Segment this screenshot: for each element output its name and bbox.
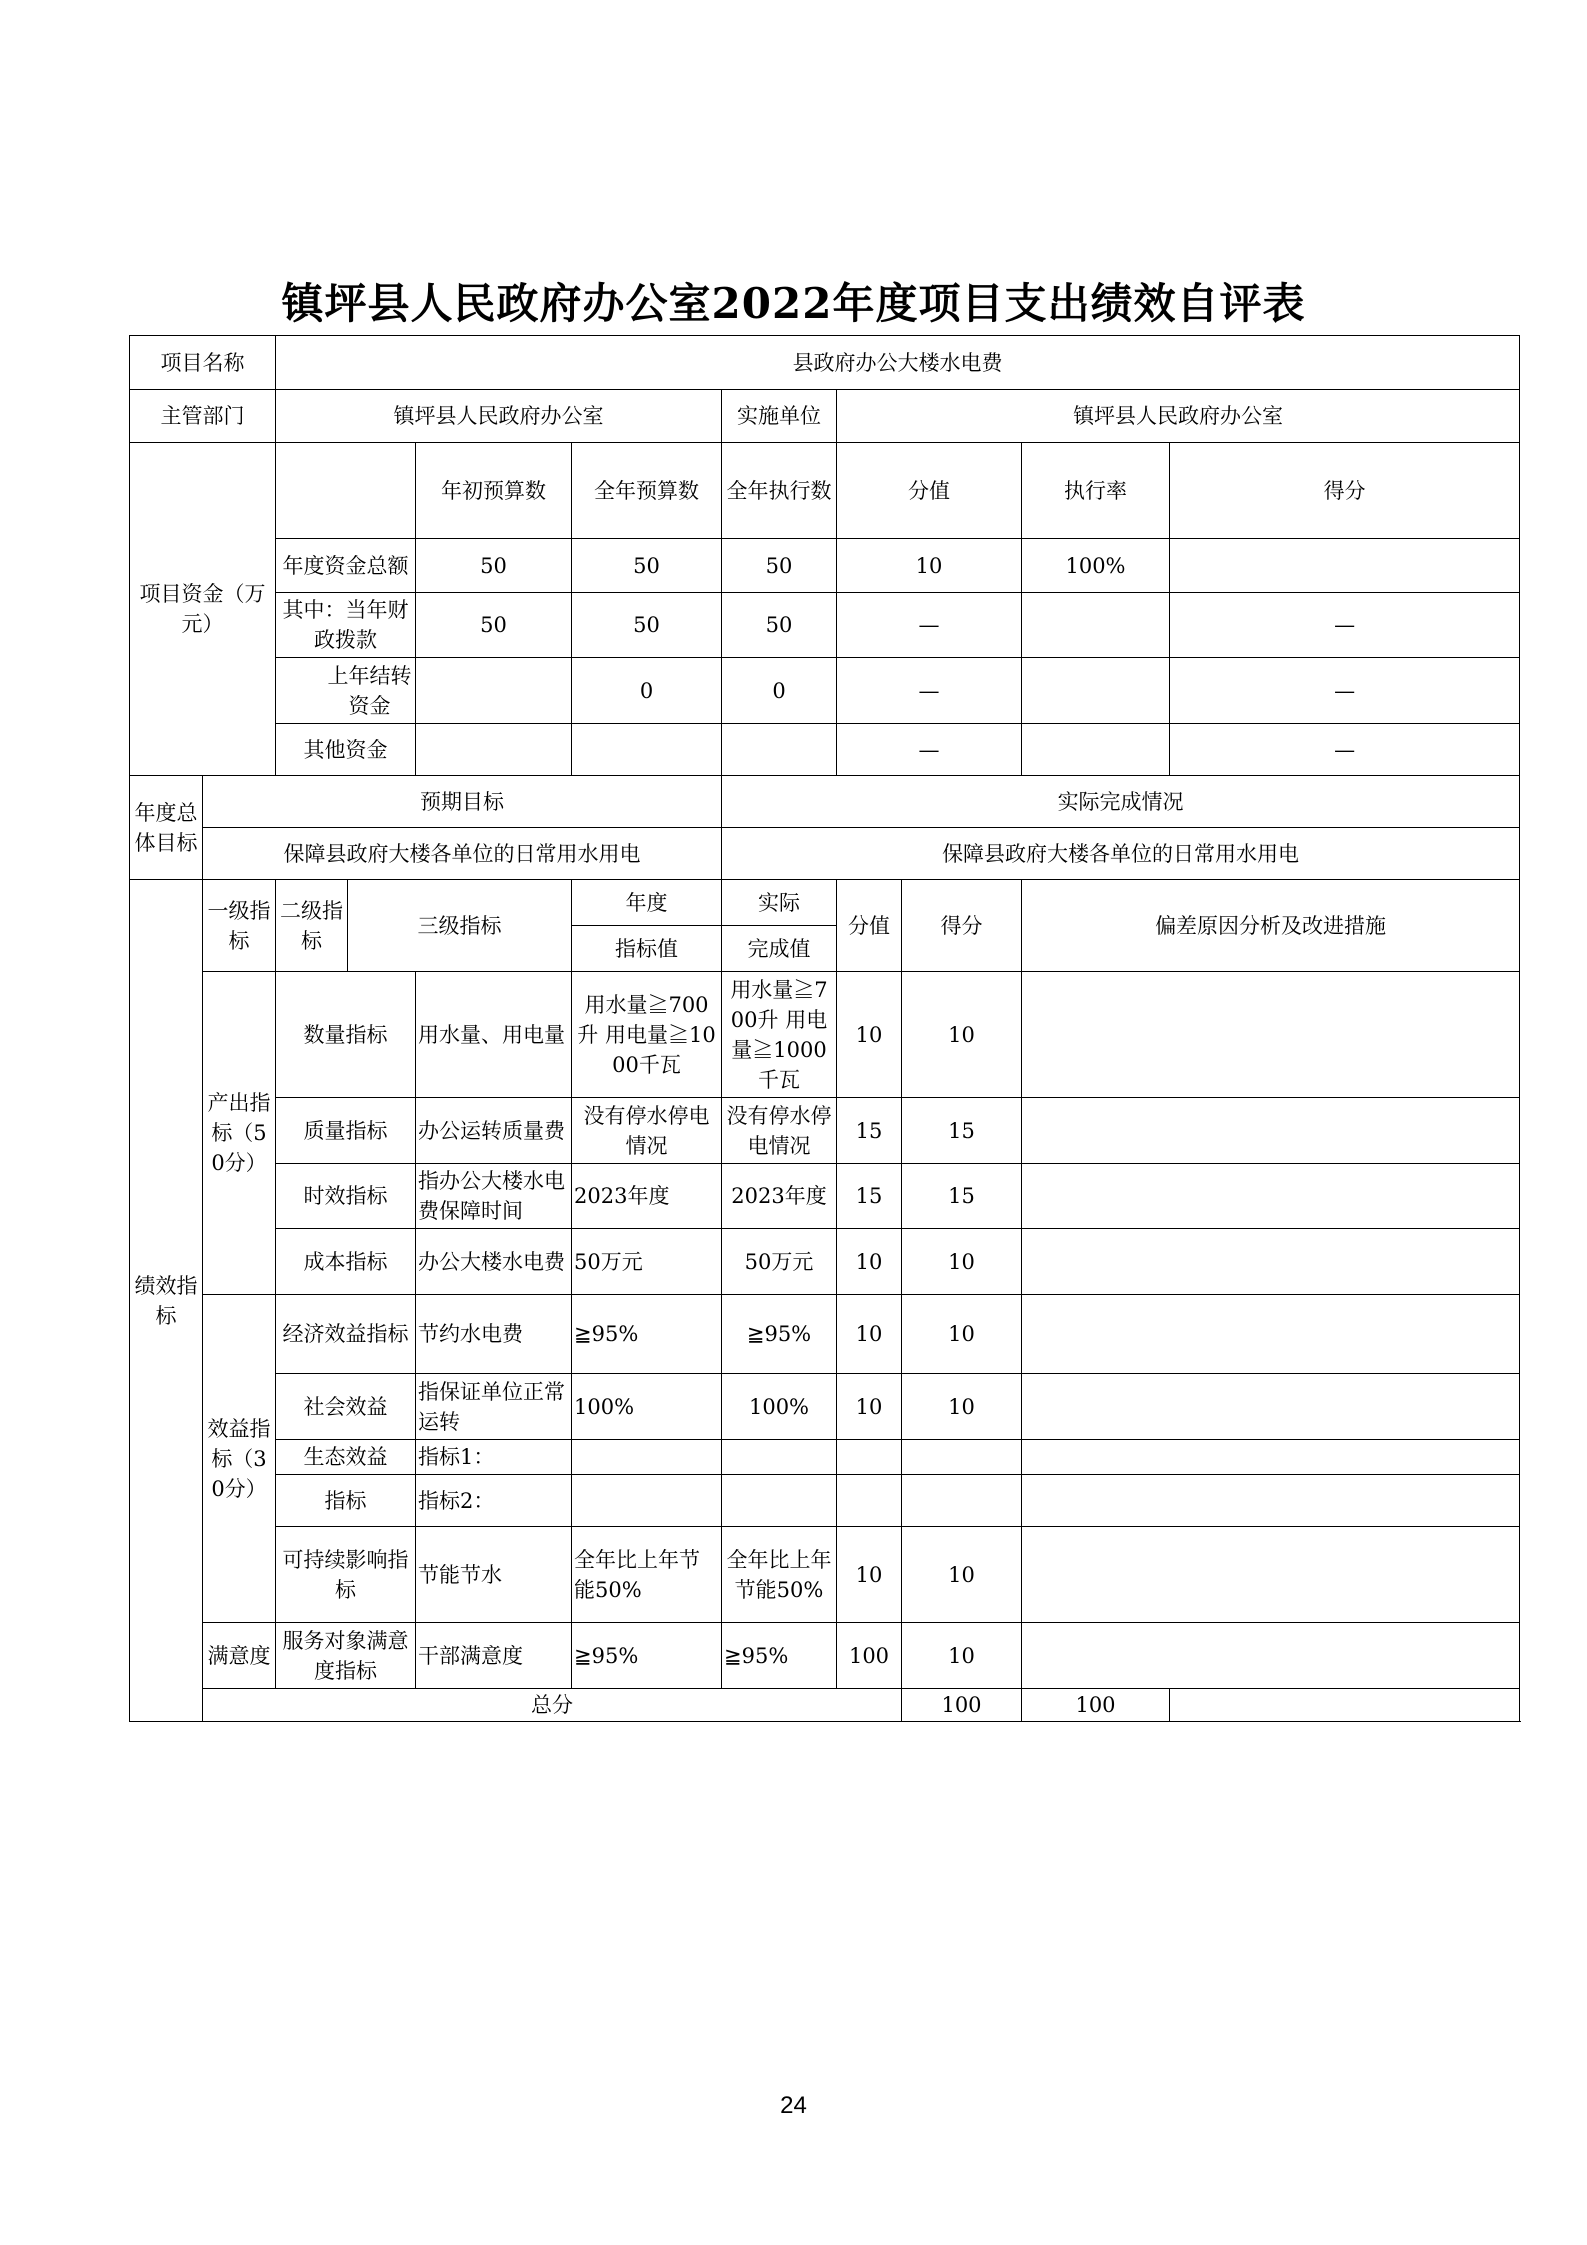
funds-exec [722, 724, 837, 776]
total-score-value: 100 [902, 1689, 1022, 1722]
perf-score-value: 10 [837, 1295, 902, 1374]
funds-header-annual: 全年预算数 [572, 443, 722, 539]
funds-score: — [1170, 593, 1520, 658]
perf-level2: 成本指标 [276, 1229, 416, 1295]
funds-exec: 50 [722, 593, 837, 658]
perf-level3: 干部满意度 [416, 1623, 572, 1689]
funds-header-initial: 年初预算数 [416, 443, 572, 539]
perf-level2: 时效指标 [276, 1164, 416, 1229]
perf-score: 10 [902, 1374, 1022, 1440]
funds-score-value: — [837, 658, 1022, 724]
funds-header-rate: 执行率 [1022, 443, 1170, 539]
impl-unit-value: 镇坪县人民政府办公室 [837, 390, 1520, 443]
perf-row [130, 1229, 1520, 1295]
perf-score: 15 [902, 1098, 1022, 1164]
perf-level3: 指标2： [416, 1475, 572, 1527]
project-name-value: 县政府办公大楼水电费 [276, 336, 1520, 390]
perf-header-reason: 偏差原因分析及改进措施 [1022, 880, 1520, 972]
perf-header-level3: 三级指标 [348, 880, 572, 972]
perf-row [130, 1623, 1520, 1689]
perf-score-value: 15 [837, 1098, 902, 1164]
benefit-label: 效益指标（30分） [203, 1295, 276, 1623]
perf-header-score-value: 分值 [837, 880, 902, 972]
perf-score: 10 [902, 1527, 1022, 1623]
funds-header-blank [276, 443, 416, 539]
perf-level2: 指标 [276, 1475, 416, 1527]
perf-header-year-bottom: 指标值 [572, 926, 722, 972]
output-label: 产出指标（50分） [203, 972, 276, 1295]
perf-reason [1022, 1164, 1520, 1229]
perf-level3: 用水量、用电量 [416, 972, 572, 1098]
perf-header-score: 得分 [902, 880, 1022, 972]
funds-exec: 50 [722, 539, 837, 593]
perf-reason [1022, 1475, 1520, 1527]
funds-annual: 50 [572, 539, 722, 593]
perf-level2: 可持续影响指标 [276, 1527, 416, 1623]
perf-level3: 节约水电费 [416, 1295, 572, 1374]
perf-reason [1022, 972, 1520, 1098]
funds-label: 项目资金（万元） [130, 443, 276, 776]
perf-actual [722, 1440, 837, 1475]
perf-row [130, 1440, 1520, 1475]
perf-actual: 没有停水停电情况 [722, 1098, 837, 1164]
funds-score [1170, 539, 1520, 593]
funds-header-score-value: 分值 [837, 443, 1022, 539]
page-title: 镇坪县人民政府办公室2022年度项目支出绩效自评表 [281, 279, 1306, 328]
perf-row [130, 1527, 1520, 1623]
funds-exec: 0 [722, 658, 837, 724]
perf-level2: 数量指标 [276, 972, 416, 1098]
funds-rate [1022, 658, 1170, 724]
perf-score-value: 100 [837, 1623, 902, 1689]
perf-row [130, 1098, 1520, 1164]
dept-value: 镇坪县人民政府办公室 [276, 390, 722, 443]
perf-level3: 办公大楼水电费 [416, 1229, 572, 1295]
perf-level2: 经济效益指标 [276, 1295, 416, 1374]
perf-score-value: 10 [837, 1527, 902, 1623]
perf-target [572, 1475, 722, 1527]
perf-target: 用水量≧700升 用电量≧1000千瓦 [572, 972, 722, 1098]
perf-row [130, 1295, 1520, 1374]
funds-header-row [130, 443, 1520, 539]
funds-initial [416, 658, 572, 724]
goal-expected: 保障县政府大楼各单位的日常用水用电 [203, 828, 722, 880]
perf-reason [1022, 1374, 1520, 1440]
funds-row [130, 658, 1520, 724]
impl-unit-label: 实施单位 [722, 390, 837, 443]
perf-score-value: 15 [837, 1164, 902, 1229]
perf-row [130, 1475, 1520, 1527]
funds-row-label: 其中：当年财政拨款 [276, 593, 416, 658]
perf-actual: 100% [722, 1374, 837, 1440]
perf-target: ≧95% [572, 1623, 722, 1689]
funds-row-label: 年度资金总额 [276, 539, 416, 593]
perf-level2: 质量指标 [276, 1098, 416, 1164]
perf-score: 10 [902, 1295, 1022, 1374]
perf-header-row [130, 880, 1520, 926]
perf-score: 10 [902, 972, 1022, 1098]
perf-target: 100% [572, 1374, 722, 1440]
perf-header-actual-bottom: 完成值 [722, 926, 837, 972]
perf-row [130, 1374, 1520, 1440]
funds-header-score: 得分 [1170, 443, 1520, 539]
funds-annual: 50 [572, 593, 722, 658]
perf-actual: 全年比上年节能50% [722, 1527, 837, 1623]
perf-score [902, 1440, 1022, 1475]
perf-level3: 指标1： [416, 1440, 572, 1475]
perf-level3: 指保证单位正常运转 [416, 1374, 572, 1440]
perf-level2: 生态效益 [276, 1440, 416, 1475]
funds-score-value: 10 [837, 539, 1022, 593]
perf-header-level1: 一级指标 [203, 880, 276, 972]
perf-target [572, 1440, 722, 1475]
funds-score: — [1170, 724, 1520, 776]
perf-reason [1022, 1098, 1520, 1164]
perf-score: 15 [902, 1164, 1022, 1229]
funds-row [130, 539, 1520, 593]
perf-level2: 社会效益 [276, 1374, 416, 1440]
total-score: 100 [1022, 1689, 1170, 1722]
total-reason [1170, 1689, 1520, 1722]
funds-row-label: 上年结转资金 [276, 658, 416, 724]
goal-expected-label: 预期目标 [203, 776, 722, 828]
goal-row [130, 828, 1520, 880]
perf-label: 绩效指标 [130, 880, 203, 1722]
perf-actual: 用水量≧700升 用电量≧1000千瓦 [722, 972, 837, 1098]
perf-level2: 服务对象满意度指标 [276, 1623, 416, 1689]
perf-actual [722, 1475, 837, 1527]
perf-score: 10 [902, 1623, 1022, 1689]
perf-row [130, 1164, 1520, 1229]
funds-score: — [1170, 658, 1520, 724]
perf-score: 10 [902, 1229, 1022, 1295]
perf-score-value [837, 1440, 902, 1475]
funds-rate: 100% [1022, 539, 1170, 593]
funds-initial: 50 [416, 593, 572, 658]
page-number: 24 [780, 2092, 807, 2119]
funds-rate [1022, 593, 1170, 658]
perf-header-actual: 实际 [722, 880, 837, 926]
perf-target: ≧95% [572, 1295, 722, 1374]
perf-score-value: 10 [837, 972, 902, 1098]
perf-score [902, 1475, 1022, 1527]
goal-label: 年度总体目标 [130, 776, 203, 880]
perf-score-value: 10 [837, 1229, 902, 1295]
perf-level3: 办公运转质量费 [416, 1098, 572, 1164]
perf-reason [1022, 1527, 1520, 1623]
perf-actual: 2023年度 [722, 1164, 837, 1229]
total-row [130, 1689, 1520, 1722]
perf-actual: ≧95% [722, 1295, 837, 1374]
perf-target: 50万元 [572, 1229, 722, 1295]
funds-score-value: — [837, 593, 1022, 658]
performance-table [129, 335, 1520, 1722]
perf-target: 没有停水停电情况 [572, 1098, 722, 1164]
project-name-row [130, 336, 1520, 390]
funds-initial: 50 [416, 539, 572, 593]
perf-score-value [837, 1475, 902, 1527]
perf-reason [1022, 1295, 1520, 1374]
funds-annual [572, 724, 722, 776]
perf-reason [1022, 1440, 1520, 1475]
funds-score-value: — [837, 724, 1022, 776]
perf-reason [1022, 1623, 1520, 1689]
funds-header-exec: 全年执行数 [722, 443, 837, 539]
perf-actual: 50万元 [722, 1229, 837, 1295]
funds-rate [1022, 724, 1170, 776]
perf-level3: 指办公大楼水电费保障时间 [416, 1164, 572, 1229]
department-row [130, 390, 1520, 443]
funds-annual: 0 [572, 658, 722, 724]
perf-score-value: 10 [837, 1374, 902, 1440]
funds-row-label: 其他资金 [276, 724, 416, 776]
perf-level3: 节能节水 [416, 1527, 572, 1623]
total-label: 总分 [203, 1689, 902, 1722]
funds-row [130, 593, 1520, 658]
perf-actual: ≧95% [722, 1623, 837, 1689]
funds-row [130, 724, 1520, 776]
project-name-label: 项目名称 [130, 336, 276, 390]
perf-target: 全年比上年节能50% [572, 1527, 722, 1623]
goal-actual-label: 实际完成情况 [722, 776, 1520, 828]
dept-label: 主管部门 [130, 390, 276, 443]
goal-actual: 保障县政府大楼各单位的日常用水用电 [722, 828, 1520, 880]
perf-row [130, 972, 1520, 1098]
perf-target: 2023年度 [572, 1164, 722, 1229]
funds-initial [416, 724, 572, 776]
perf-header-year: 年度 [572, 880, 722, 926]
perf-header-level2: 二级指标 [276, 880, 348, 972]
perf-reason [1022, 1229, 1520, 1295]
satisfaction-label: 满意度 [203, 1623, 276, 1689]
goal-header-row [130, 776, 1520, 828]
